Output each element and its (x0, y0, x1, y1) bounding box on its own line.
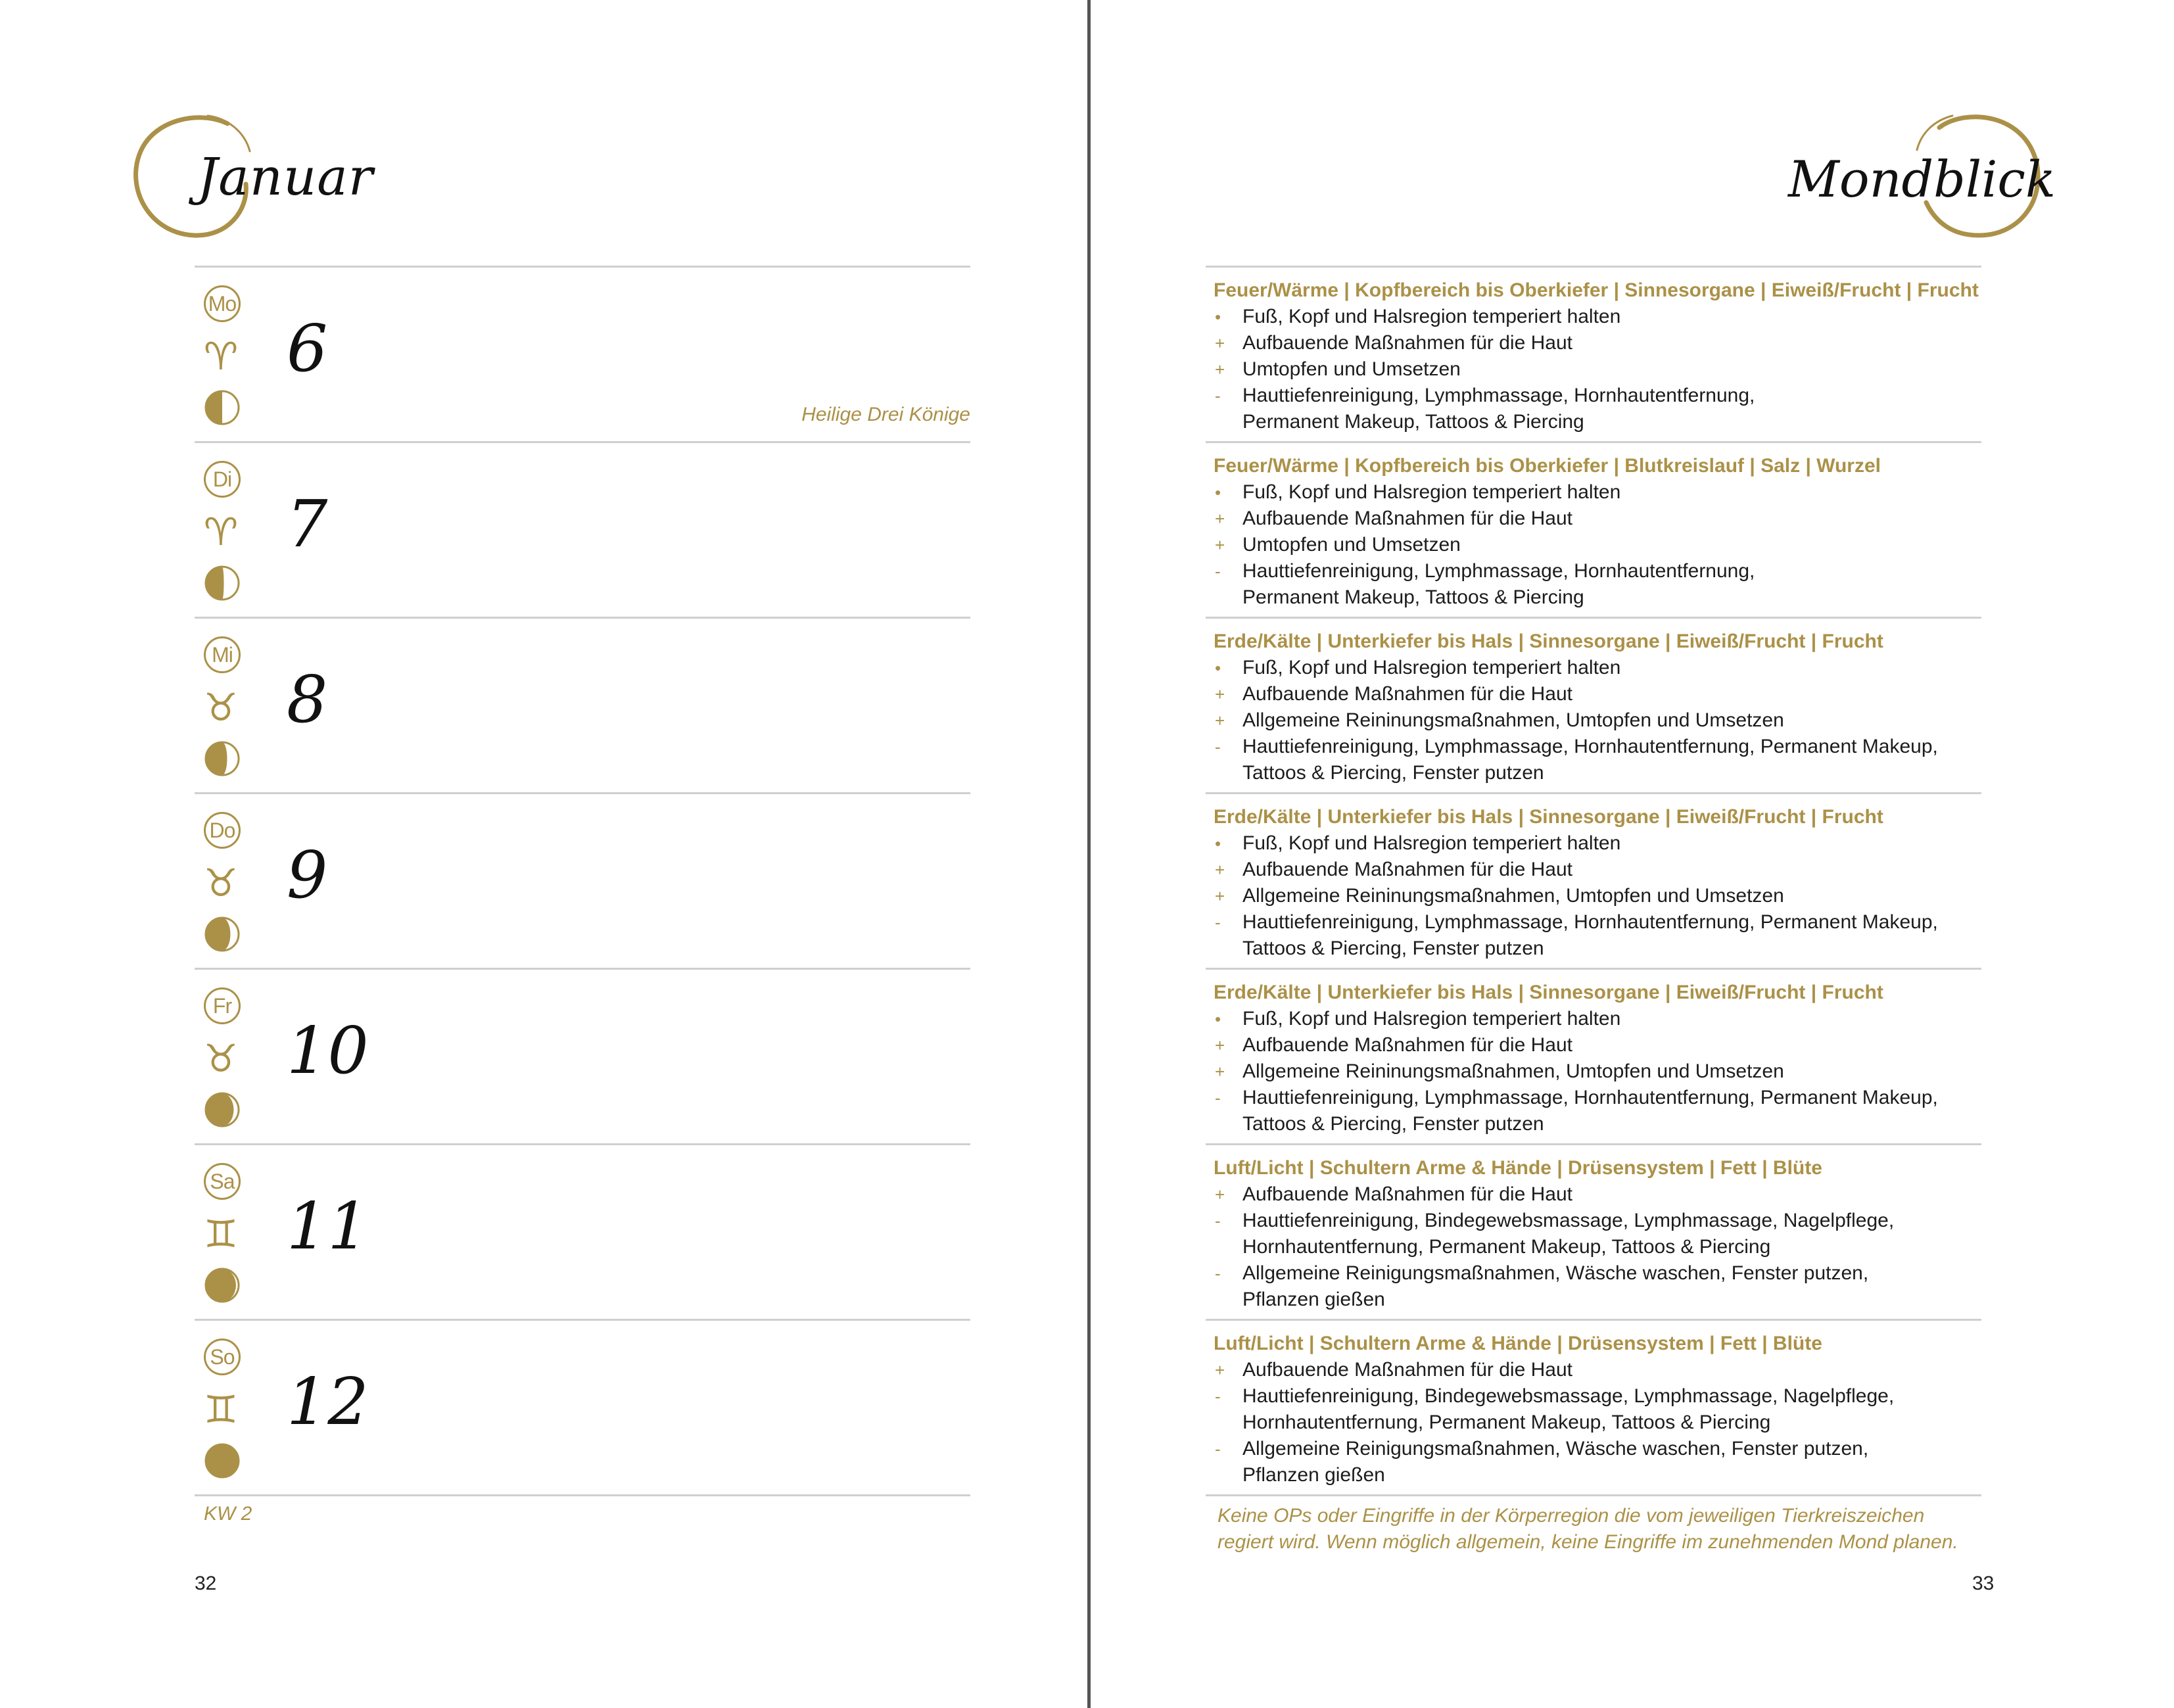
month-title: Januar (197, 148, 374, 207)
info-heading: Erde/Kälte | Unterkiefer bis Hals | Sinnesorgane | Eiweiß/Frucht | Frucht (1214, 630, 1883, 652)
plus-icon: + (1215, 509, 1225, 529)
day-number: 11 (287, 1189, 369, 1264)
day-row (195, 792, 970, 968)
page-number-left: 32 (195, 1573, 217, 1594)
weekday-badge: Fr (204, 987, 241, 1024)
info-line (1214, 655, 1987, 681)
day-number: 7 (287, 487, 328, 562)
info-line-text: Hornhautentfernung, Permanent Makeup, Tattoos & Piercing (1242, 1236, 1771, 1258)
plus-icon: + (1215, 860, 1225, 880)
bullet-icon: • (1215, 1009, 1221, 1029)
moon-info-block (1214, 804, 1987, 962)
info-line-text: Hauttiefenreinigung, Lymphmassage, Hornhautentfernung, (1242, 385, 1755, 406)
info-line-text: Hornhautentfernung, Permanent Makeup, Tattoos & Piercing (1242, 1411, 1771, 1433)
plus-icon: + (1215, 360, 1225, 379)
moon-info-block (1214, 453, 1987, 611)
row-divider (1206, 1143, 1981, 1145)
minus-icon: - (1215, 1387, 1221, 1406)
holiday-label: Heilige Drei Könige (801, 404, 970, 425)
minus-icon: - (1215, 386, 1221, 406)
info-line-text: Hauttiefenreinigung, Lymphmassage, Hornhautentfernung, Permanent Makeup, (1242, 911, 1938, 933)
bullet-icon: • (1215, 658, 1221, 678)
plus-icon: + (1215, 535, 1225, 555)
footer-note-line: regiert wird. Wenn möglich allgemein, keine Eingriffe im zunehmenden Mond planen. (1217, 1531, 1958, 1553)
info-line-text: Tattoos & Piercing, Fenster putzen (1242, 937, 1544, 959)
row-divider (1206, 1319, 1981, 1321)
row-divider (1206, 441, 1981, 443)
info-line-text: Fuß, Kopf und Halsregion temperiert halten (1242, 306, 1621, 327)
minus-icon: - (1215, 561, 1221, 581)
info-line (1214, 409, 1987, 435)
minus-icon: - (1215, 913, 1221, 932)
info-line-text: Hauttiefenreinigung, Lymphmassage, Hornhautentfernung, (1242, 560, 1755, 582)
info-line-text: Fuß, Kopf und Halsregion temperiert halten (1242, 1008, 1621, 1030)
minus-icon: - (1215, 1264, 1221, 1283)
info-line (1214, 707, 1987, 734)
info-line-text: Allgemeine Reininungsmaßnahmen, Umtopfen und Umsetzen (1242, 1060, 1784, 1082)
weekday-badge: Di (204, 461, 241, 498)
info-line-text: Pflanzen gießen (1242, 1464, 1385, 1486)
info-line (1214, 304, 1987, 330)
day-number: 12 (287, 1365, 369, 1440)
moon-info-block (1214, 1155, 1987, 1313)
book-spine (1087, 0, 1091, 1708)
row-divider (1206, 968, 1981, 970)
day-row (195, 1319, 970, 1494)
info-line (1214, 506, 1987, 532)
info-line (1214, 883, 1987, 909)
info-line-text: Tattoos & Piercing, Fenster putzen (1242, 1113, 1544, 1135)
minus-icon: - (1215, 1088, 1221, 1108)
info-line (1214, 1410, 1987, 1436)
info-line-text: Allgemeine Reinigungsmaßnahmen, Wäsche waschen, Fenster putzen, (1242, 1262, 1869, 1284)
plus-icon: + (1215, 1185, 1225, 1204)
gemini-icon: ♊︎ (204, 1387, 238, 1432)
aries-icon: ♈︎ (204, 334, 238, 379)
day-row (195, 266, 970, 441)
info-heading: Feuer/Wärme | Kopfbereich bis Oberkiefer | Blutkreislauf | Salz | Wurzel (1214, 455, 1881, 477)
moon-first-quarter-icon (204, 565, 241, 602)
moon-info-block (1214, 629, 1987, 786)
info-line (1214, 1234, 1987, 1260)
info-heading: Erde/Kälte | Unterkiefer bis Hals | Sinnesorgane | Eiweiß/Frucht | Frucht (1214, 806, 1883, 828)
info-line (1214, 356, 1987, 383)
info-line-text: Aufbauende Maßnahmen für die Haut (1242, 1359, 1572, 1381)
info-line (1214, 1058, 1987, 1085)
info-line-text: Fuß, Kopf und Halsregion temperiert halten (1242, 657, 1621, 678)
footer-note-line: Keine OPs oder Eingriffe in der Körperregion die vom jeweiligen Tierkreiszeichen (1217, 1505, 1925, 1527)
info-line (1214, 909, 1987, 936)
minus-icon: - (1215, 737, 1221, 757)
day-row (195, 441, 970, 617)
weekday-badge: So (204, 1339, 241, 1375)
day-number: 6 (287, 312, 328, 387)
info-line-text: Hauttiefenreinigung, Lymphmassage, Hornhautentfernung, Permanent Makeup, (1242, 1087, 1938, 1108)
moon-info-block (1214, 980, 1987, 1137)
row-divider (1206, 792, 1981, 794)
plus-icon: + (1215, 684, 1225, 704)
minus-icon: - (1215, 1439, 1221, 1459)
info-line (1214, 830, 1987, 857)
info-line-text: Allgemeine Reininungsmaßnahmen, Umtopfen und Umsetzen (1242, 885, 1784, 907)
info-line-text: Hauttiefenreinigung, Lymphmassage, Hornhautentfernung, Permanent Makeup, (1242, 736, 1938, 757)
row-divider (195, 1494, 970, 1496)
moon-ring-ornament (1913, 110, 2044, 242)
info-line (1214, 1111, 1987, 1137)
weekday-badge: Sa (204, 1163, 241, 1200)
info-line-text: Fuß, Kopf und Halsregion temperiert halten (1242, 481, 1621, 503)
info-line (1214, 1260, 1987, 1287)
info-line (1214, 1085, 1987, 1111)
info-line (1214, 1383, 1987, 1410)
taurus-icon: ♉︎ (204, 685, 238, 730)
row-divider (1206, 266, 1981, 268)
info-line (1214, 760, 1987, 786)
info-line-text: Hauttiefenreinigung, Bindegewebsmassage, Lymphmassage, Nagelpflege, (1242, 1385, 1895, 1407)
day-row (195, 968, 970, 1143)
day-number: 9 (287, 838, 328, 913)
info-line-text: Aufbauende Maßnahmen für die Haut (1242, 859, 1572, 880)
info-line (1214, 479, 1987, 506)
day-number: 8 (287, 663, 328, 738)
info-line-text: Allgemeine Reininungsmaßnahmen, Umtopfen und Umsetzen (1242, 709, 1784, 731)
info-line-text: Aufbauende Maßnahmen für die Haut (1242, 683, 1572, 705)
info-line (1214, 1287, 1987, 1313)
week-label: KW 2 (204, 1503, 252, 1525)
moon-waxing-gibbous-icon (204, 1091, 241, 1128)
info-line-text: Pflanzen gießen (1242, 1289, 1385, 1310)
info-line-text: Aufbauende Maßnahmen für die Haut (1242, 1183, 1572, 1205)
page-title: Mondblick (1788, 150, 2056, 208)
info-heading: Erde/Kälte | Unterkiefer bis Hals | Sinnesorgane | Eiweiß/Frucht | Frucht (1214, 982, 1883, 1003)
info-line (1214, 1181, 1987, 1208)
info-line (1214, 1208, 1987, 1234)
moon-info-block (1214, 1331, 1987, 1488)
plus-icon: + (1215, 886, 1225, 906)
plus-icon: + (1215, 1360, 1225, 1380)
bullet-icon: • (1215, 483, 1221, 502)
aries-icon: ♈︎ (204, 510, 238, 554)
row-divider (1206, 1494, 1981, 1496)
day-number: 10 (287, 1014, 369, 1089)
weekday-badge: Do (204, 812, 241, 849)
info-line-text: Hauttiefenreinigung, Bindegewebsmassage, Lymphmassage, Nagelpflege, (1242, 1210, 1895, 1231)
info-line (1214, 857, 1987, 883)
info-line (1214, 936, 1987, 962)
info-line-text: Umtopfen und Umsetzen (1242, 358, 1461, 380)
info-line-text: Tattoos & Piercing, Fenster putzen (1242, 762, 1544, 784)
moon-waxing-gibbous-icon (204, 1267, 241, 1304)
footer-note (1217, 1503, 1958, 1555)
weekday-badge: Mo (204, 285, 241, 322)
bullet-icon: • (1215, 307, 1221, 327)
info-line (1214, 1436, 1987, 1462)
taurus-icon: ♉︎ (204, 861, 238, 905)
info-line-text: Umtopfen und Umsetzen (1242, 534, 1461, 556)
info-line (1214, 330, 1987, 356)
plus-icon: + (1215, 711, 1225, 730)
bullet-icon: • (1215, 834, 1221, 853)
info-line-text: Aufbauende Maßnahmen für die Haut (1242, 1034, 1572, 1056)
info-line (1214, 734, 1987, 760)
moon-full-icon (204, 1442, 241, 1479)
day-row (195, 617, 970, 792)
info-line (1214, 584, 1987, 611)
info-line-text: Allgemeine Reinigungsmaßnahmen, Wäsche waschen, Fenster putzen, (1242, 1438, 1869, 1459)
info-line-text: Aufbauende Maßnahmen für die Haut (1242, 508, 1572, 529)
moon-waxing-gibbous-icon (204, 916, 241, 953)
minus-icon: - (1215, 1211, 1221, 1231)
page-number-right: 33 (1972, 1573, 1995, 1594)
moon-first-quarter-icon (204, 389, 241, 426)
info-line-text: Fuß, Kopf und Halsregion temperiert halten (1242, 832, 1621, 854)
plus-icon: + (1215, 1062, 1225, 1081)
info-line (1214, 383, 1987, 409)
info-heading: Luft/Licht | Schultern Arme & Hände | Drüsensystem | Fett | Blüte (1214, 1157, 1822, 1179)
moon-waxing-gibbous-icon (204, 740, 241, 777)
info-heading: Luft/Licht | Schultern Arme & Hände | Drüsensystem | Fett | Blüte (1214, 1333, 1822, 1354)
weekday-badge: Mi (204, 636, 241, 673)
info-line (1214, 1032, 1987, 1058)
info-line (1214, 1006, 1987, 1032)
info-line (1214, 1357, 1987, 1383)
row-divider (1206, 617, 1981, 619)
info-heading: Feuer/Wärme | Kopfbereich bis Oberkiefer | Sinnesorgane | Eiweiß/Frucht | Frucht (1214, 279, 1979, 301)
gemini-icon: ♊︎ (204, 1212, 238, 1256)
info-line (1214, 681, 1987, 707)
day-row (195, 1143, 970, 1319)
plus-icon: + (1215, 1035, 1225, 1055)
info-line-text: Aufbauende Maßnahmen für die Haut (1242, 332, 1572, 354)
info-line (1214, 532, 1987, 558)
info-line (1214, 558, 1987, 584)
info-line-text: Permanent Makeup, Tattoos & Piercing (1242, 411, 1584, 433)
info-line (1214, 1462, 1987, 1488)
plus-icon: + (1215, 333, 1225, 353)
moon-info-block (1214, 277, 1987, 435)
info-line-text: Permanent Makeup, Tattoos & Piercing (1242, 586, 1584, 608)
taurus-icon: ♉︎ (204, 1036, 238, 1081)
